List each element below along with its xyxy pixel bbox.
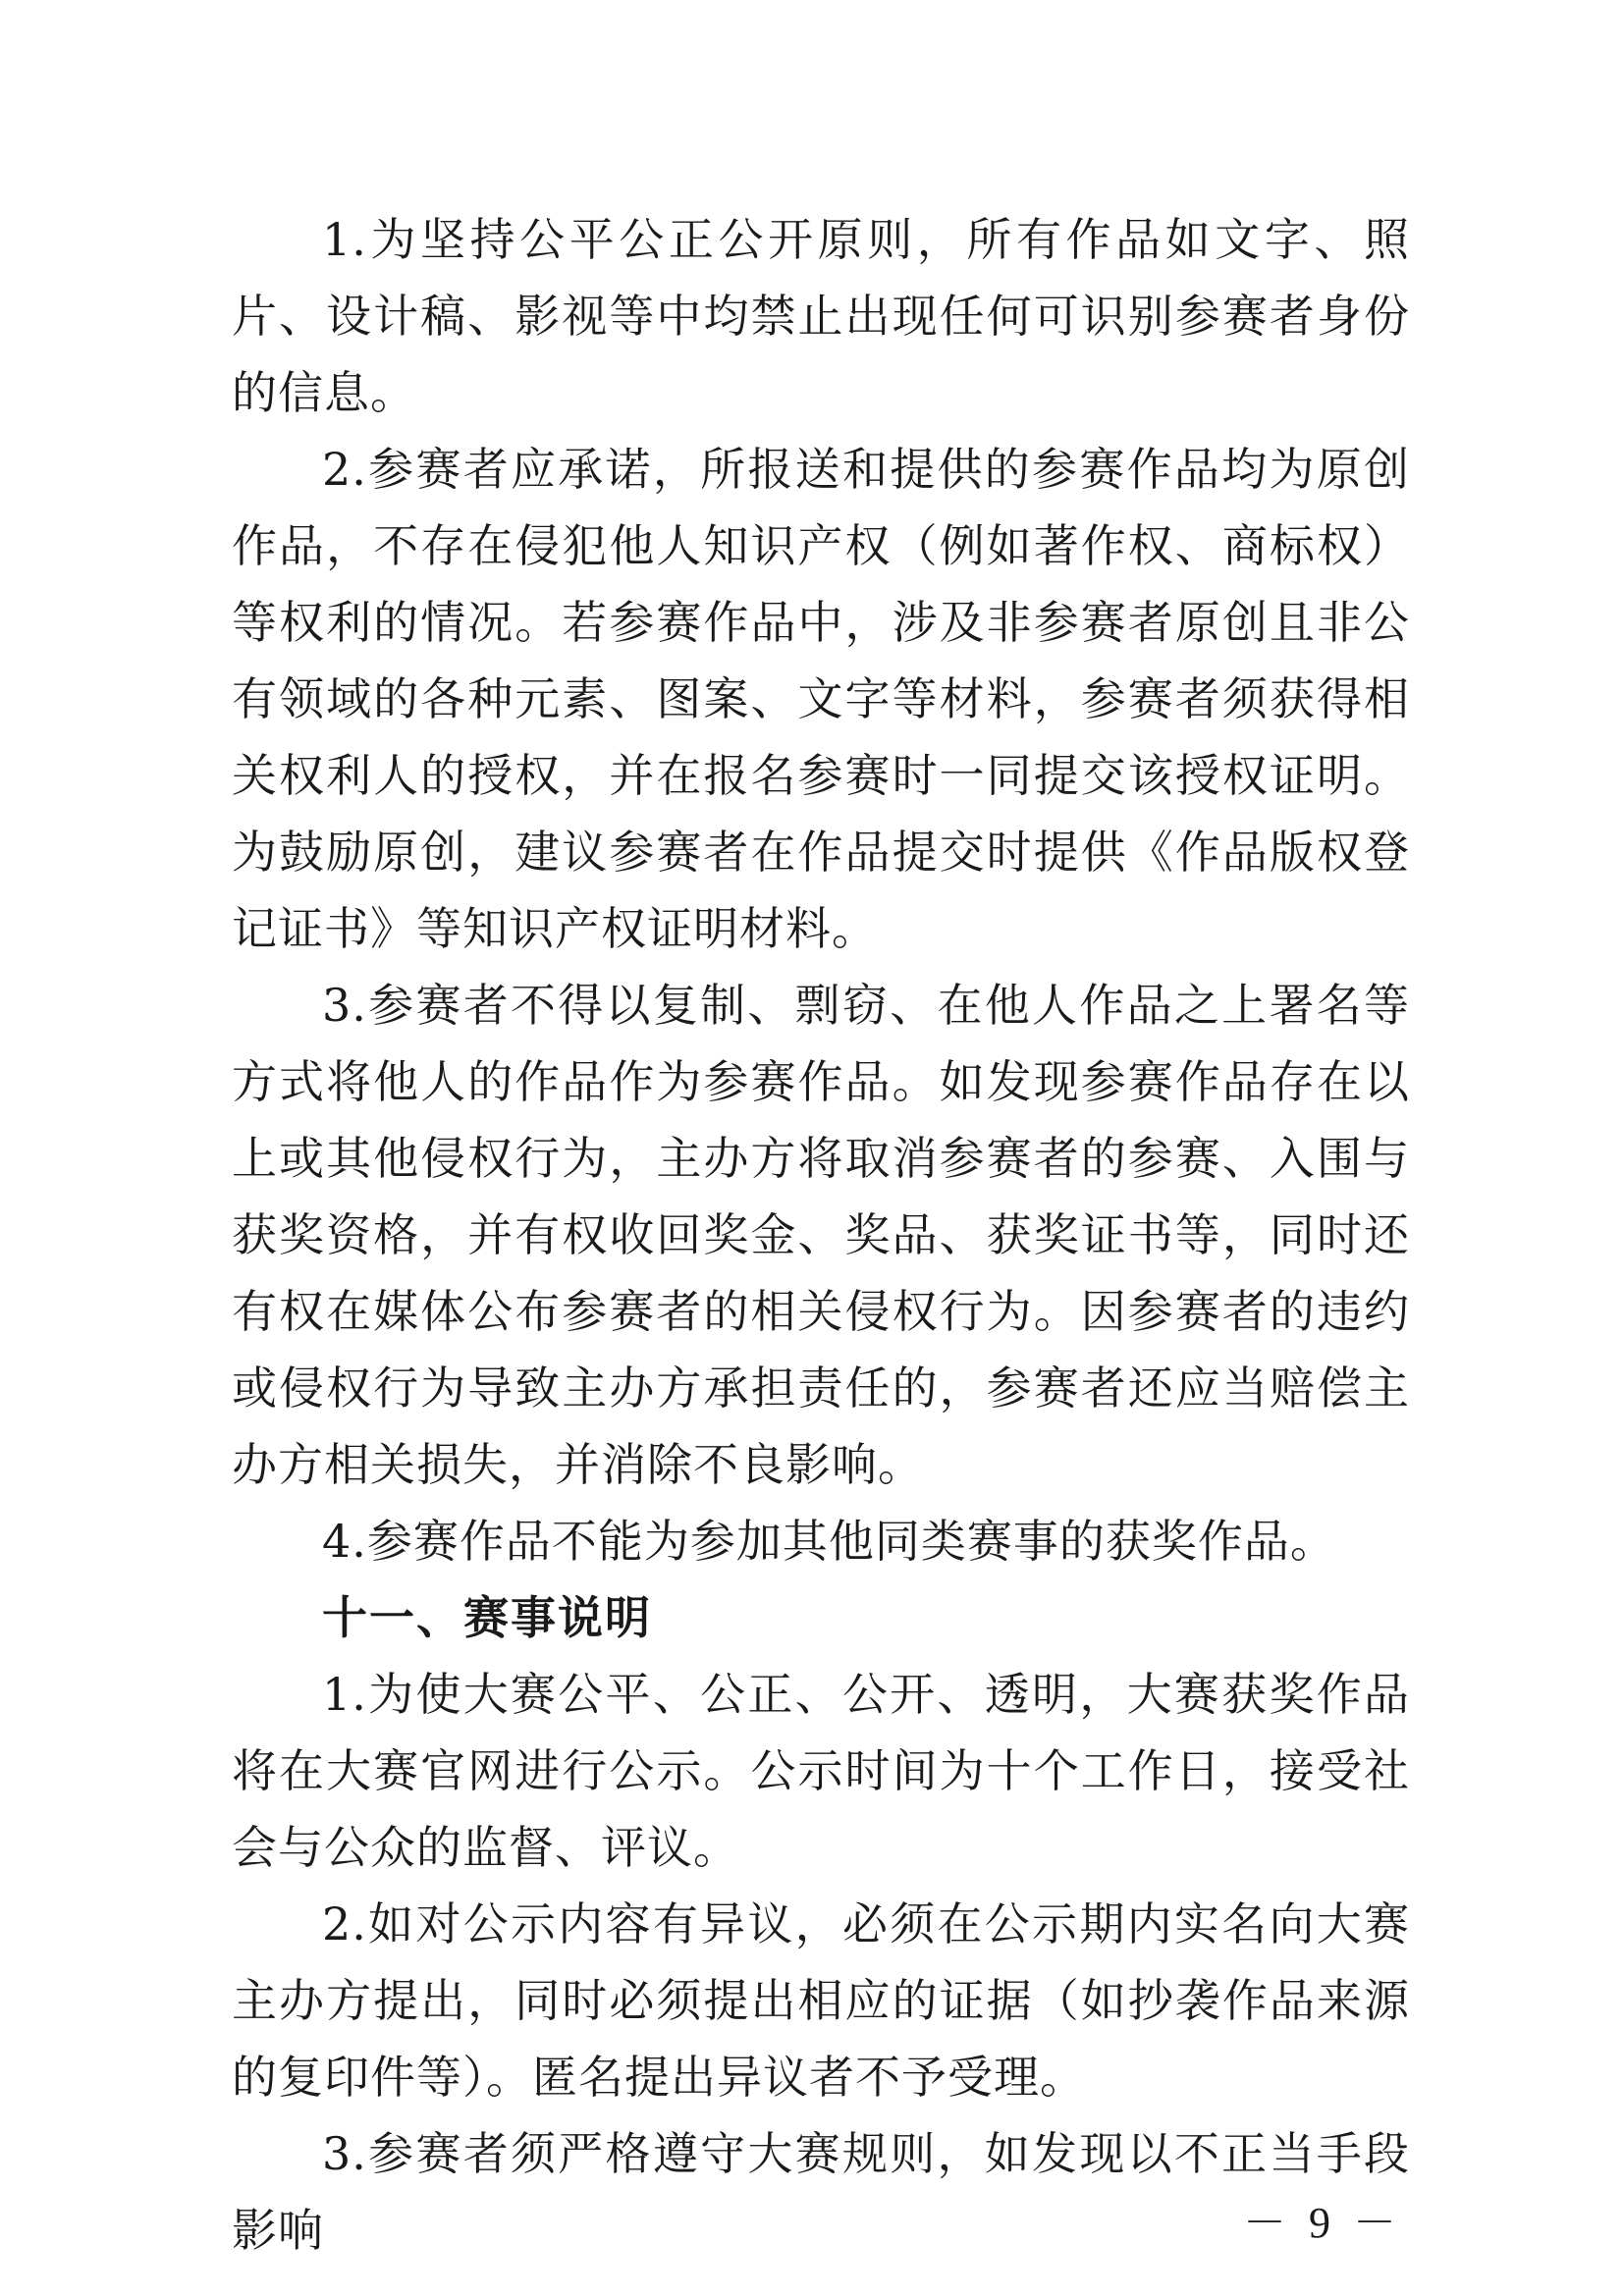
section-paragraph-3: 3.参赛者须严格遵守大赛规则，如发现以不正当手段影响: [232, 2127, 1410, 2257]
section-paragraph-1: 1.为使大赛公平、公正、公开、透明，大赛获奖作品将在大赛官网进行公示。公示时间为十个工作日，接受社会与公众的监督、评议。: [232, 1668, 1410, 1874]
paragraph-4: 4.参赛作品不能为参加其他同类赛事的获奖作品。: [322, 1515, 1336, 1568]
document-body: [232, 201, 1410, 2269]
section-heading: 十一、赛事说明: [322, 1591, 652, 1644]
paragraph-1: 1.为坚持公平公正公开原则，所有作品如文字、照片、设计稿、影视等中均禁止出现任何可识别参赛者身份的信息。: [232, 213, 1410, 419]
page-number: － 9 －: [1243, 2199, 1402, 2247]
section-paragraph-2: 2.如对公示内容有异议，必须在公示期内实名向大赛主办方提出，同时必须提出相应的证据（如抄袭作品来源的复印件等）。匿名提出异议者不予受理。: [232, 1897, 1410, 2104]
paragraph-2: 2.参赛者应承诺，所报送和提供的参赛作品均为原创作品，不存在侵犯他人知识产权（例如著作权、商标权）等权利的情况。若参赛作品中，涉及非参赛者原创且非公有领域的各种元素、图案、文字等材料，参赛者须获得相关权利人的授权，并在报名参赛时一同提交该授权证明。为鼓励原创，建议参赛者在作品提交时提供《作品版权登记证书》等知识产权证明材料。: [232, 443, 1410, 955]
paragraph-3: 3.参赛者不得以复制、剽窃、在他人作品之上署名等方式将他人的作品作为参赛作品。如发现参赛作品存在以上或其他侵权行为，主办方将取消参赛者的参赛、入围与获奖资格，并有权收回奖金、奖品、获奖证书等，同时还有权在媒体公布参赛者的相关侵权行为。因参赛者的违约或侵权行为导致主办方承担责任的，参赛者还应当赔偿主办方相关损失，并消除不良影响。: [232, 979, 1410, 1491]
